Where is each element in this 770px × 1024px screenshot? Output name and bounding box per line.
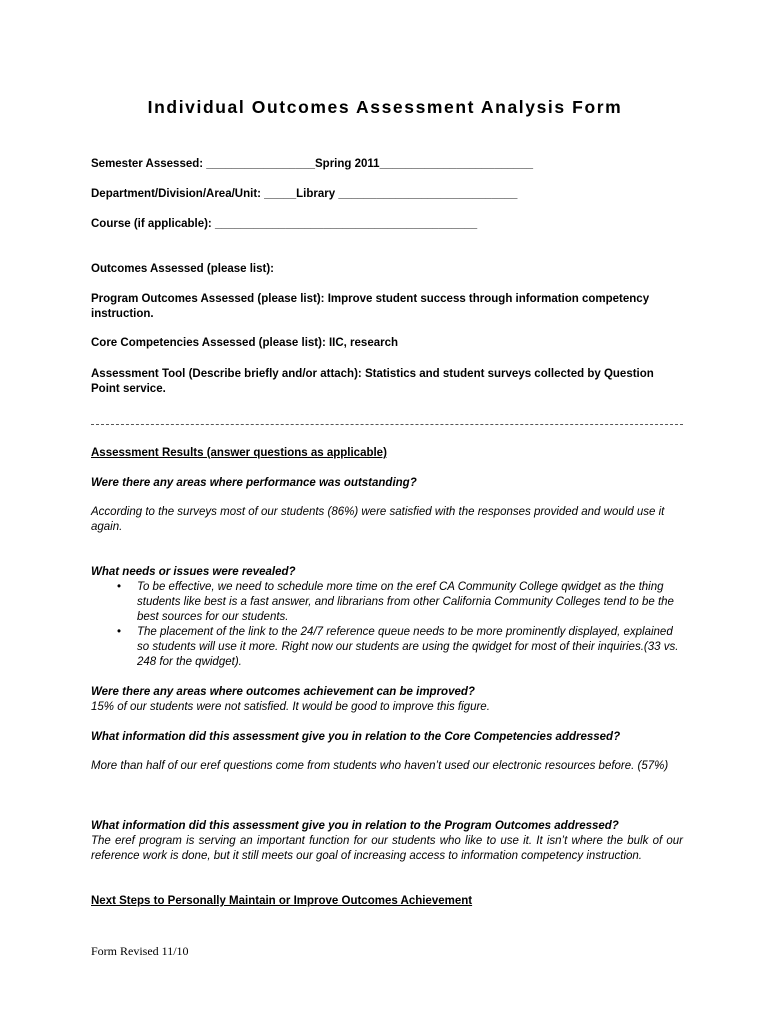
question-outstanding: Were there any areas where performance was outstanding? xyxy=(91,477,417,489)
assessment-results-heading: Assessment Results (answer questions as applicable) xyxy=(91,447,387,459)
form-title: Individual Outcomes Assessment Analysis Form xyxy=(147,97,623,117)
answer-program-outcomes: The eref program is serving an important function for our students who like to use it. It isn’t where the bulk of our reference work is done, but it still meets our goal of increasing access to information competency instruction. xyxy=(91,835,683,862)
department-field: Department/Division/Area/Unit: _____Library ____________________________ xyxy=(91,188,518,200)
list-item xyxy=(91,580,683,625)
answer-core-competencies: More than half of our eref questions come from students who haven’t used our electronic resources before. (57%) xyxy=(91,760,669,772)
question-needs-issues: What needs or issues were revealed? xyxy=(91,566,296,578)
program-outcomes-field: Program Outcomes Assessed (please list): Improve student success through information competency instruction. xyxy=(91,293,650,320)
answer-outstanding: According to the surveys most of our students (86%) were satisfied with the responses provided and would use it again. xyxy=(91,506,665,533)
bullet-icon: • xyxy=(117,626,122,638)
answer-improvement: 15% of our students were not satisfied. It would be good to improve this figure. xyxy=(91,701,490,713)
question-improvement: Were there any areas where outcomes achievement can be improved? xyxy=(91,686,475,698)
list-item-text: To be effective, we need to schedule more time on the eref CA Community College qwidget as the thing students like best is a fast answer, and librarians from other California Community Colleges tend to be the best sources for our students. xyxy=(137,581,674,623)
next-steps-heading: Next Steps to Personally Maintain or Improve Outcomes Achievement xyxy=(91,895,473,907)
list-item-text: The placement of the link to the 24/7 reference queue needs to be more prominently displayed, explained so students will use it more. Right now our students are using the qwidget for most of their inquiries.(33 vs. 248 for the qwidget). xyxy=(137,626,679,668)
outcomes-assessed-label: Outcomes Assessed (please list): xyxy=(91,263,275,275)
question-core-competencies: What information did this assessment give you in relation to the Core Competencies addressed? xyxy=(91,731,621,743)
core-competencies-field: Core Competencies Assessed (please list): IIC, research xyxy=(91,337,399,349)
list-item xyxy=(91,625,683,670)
section-divider xyxy=(91,424,683,425)
bullet-icon: • xyxy=(117,581,122,593)
needs-issues-list xyxy=(91,580,683,670)
assessment-tool-field: Assessment Tool (Describe briefly and/or attach): Statistics and student surveys collected by Question Point service. xyxy=(91,368,654,395)
question-program-outcomes: What information did this assessment give you in relation to the Program Outcomes addressed? xyxy=(91,820,619,832)
semester-assessed-field: Semester Assessed: _________________Spring 2011________________________ xyxy=(91,158,534,170)
form-revised-footer: Form Revised 11/10 xyxy=(91,944,189,958)
course-field: Course (if applicable): _________________________________________ xyxy=(91,218,478,230)
